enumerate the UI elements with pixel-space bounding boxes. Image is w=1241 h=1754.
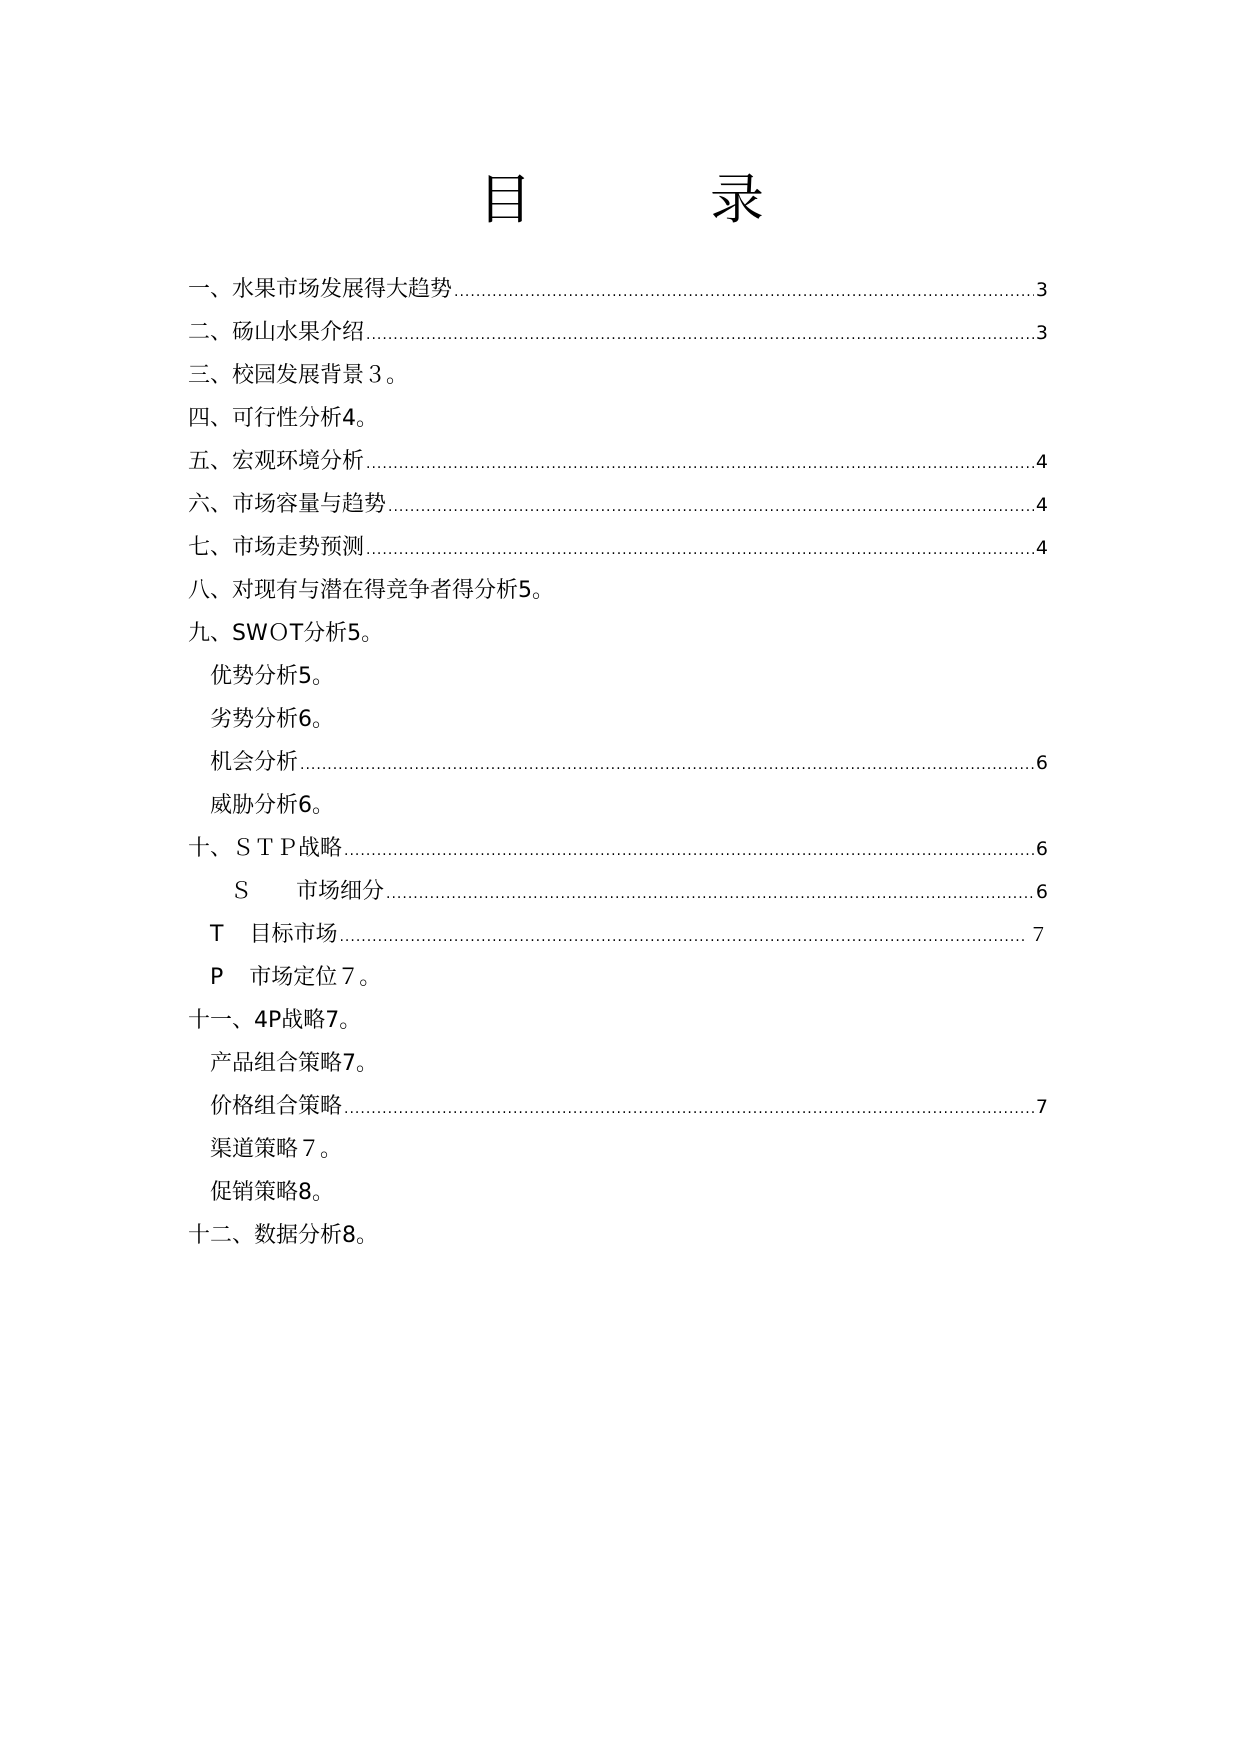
toc-entry-label: 劣势分析6。: [210, 707, 334, 732]
toc-entry-label: 产品组合策略7。: [210, 1051, 378, 1076]
toc-page-number: 6: [1035, 838, 1048, 860]
toc-entry-label: 一、水果市场发展得大趋势: [188, 277, 453, 302]
toc-entry-prefix: Ｓ: [230, 879, 253, 904]
toc-page-number: ７: [1028, 924, 1048, 946]
title-char-1: 目: [478, 168, 532, 231]
title-char-2: 录: [710, 168, 764, 231]
toc-entry-label: 九、SWＯT分析5。: [188, 621, 384, 646]
toc-entry-label: 十一、4P战略7。: [188, 1008, 362, 1033]
toc-entry-prefix: T: [210, 922, 224, 947]
toc-entry-prefix: P: [210, 965, 224, 990]
toc-page-number: 7: [1035, 1096, 1048, 1118]
page-title: [0, 165, 1241, 235]
toc-entry-19[interactable]: [210, 1040, 1048, 1088]
toc-entry-10[interactable]: [210, 653, 1048, 701]
toc-entry-18[interactable]: [188, 997, 1048, 1045]
toc-entry-14[interactable]: [188, 825, 1048, 873]
toc-page-number: 6: [1035, 752, 1048, 774]
toc-page-number: 3: [1035, 279, 1048, 301]
toc-page-number: 3: [1035, 322, 1048, 344]
toc-entry-20[interactable]: [210, 1083, 1048, 1131]
toc-entry-11[interactable]: [210, 696, 1048, 744]
toc-entry-label: 七、市场走势预测: [188, 535, 365, 560]
toc-entry-label: 十、ＳＴＰ战略: [188, 836, 343, 861]
toc-entry-label: 五、宏观环境分析: [188, 449, 365, 474]
toc-entry-9[interactable]: [188, 610, 1048, 658]
toc-entry-15[interactable]: [210, 868, 1048, 916]
toc-entry-label: 八、对现有与潜在得竞争者得分析5。: [188, 578, 554, 603]
toc-entry-label: 机会分析: [210, 750, 299, 775]
toc-page-number: 4: [1035, 537, 1048, 559]
toc-entry-label: 价格组合策略: [210, 1094, 343, 1119]
toc-entry-label: 促销策略8。: [210, 1180, 334, 1205]
toc-entry-23[interactable]: [188, 1212, 1048, 1260]
toc-entry-label: 四、可行性分析4。: [188, 406, 378, 431]
toc-entry-label: 市场定位７。: [249, 965, 382, 990]
toc-entry-7[interactable]: [188, 524, 1048, 572]
toc-entry-label: 二、砀山水果介绍: [188, 320, 365, 345]
toc-entry-8[interactable]: [188, 567, 1048, 615]
toc-entry-2[interactable]: [188, 309, 1048, 357]
toc-entry-3[interactable]: [188, 352, 1048, 400]
toc-entry-label: 威胁分析6。: [210, 793, 334, 818]
toc-entry-4[interactable]: [188, 395, 1048, 443]
toc-entry-6[interactable]: [188, 481, 1048, 529]
toc-page-number: 6: [1035, 881, 1048, 903]
toc-page-number: 4: [1035, 494, 1048, 516]
toc-entry-label: 十二、数据分析8。: [188, 1223, 378, 1248]
toc-entry-5[interactable]: [188, 438, 1048, 486]
toc-entry-17[interactable]: [210, 954, 1048, 1002]
toc-entry-1[interactable]: [188, 266, 1048, 314]
toc-entry-22[interactable]: [210, 1169, 1048, 1217]
toc-page-number: 4: [1035, 451, 1048, 473]
toc-entry-21[interactable]: [210, 1126, 1048, 1174]
toc-entry-label: 六、市场容量与趋势: [188, 492, 387, 517]
toc-entry-label: 市场细分: [296, 879, 385, 904]
toc-entry-12[interactable]: [210, 739, 1048, 787]
toc-entry-label: 三、校园发展背景３。: [188, 363, 409, 388]
toc-entry-label: 优势分析5。: [210, 664, 334, 689]
toc-entry-16[interactable]: [210, 911, 1048, 959]
toc-entry-label: 渠道策略７。: [210, 1137, 343, 1162]
toc-entry-13[interactable]: [210, 782, 1048, 830]
toc-entry-label: 目标市场: [249, 922, 338, 947]
